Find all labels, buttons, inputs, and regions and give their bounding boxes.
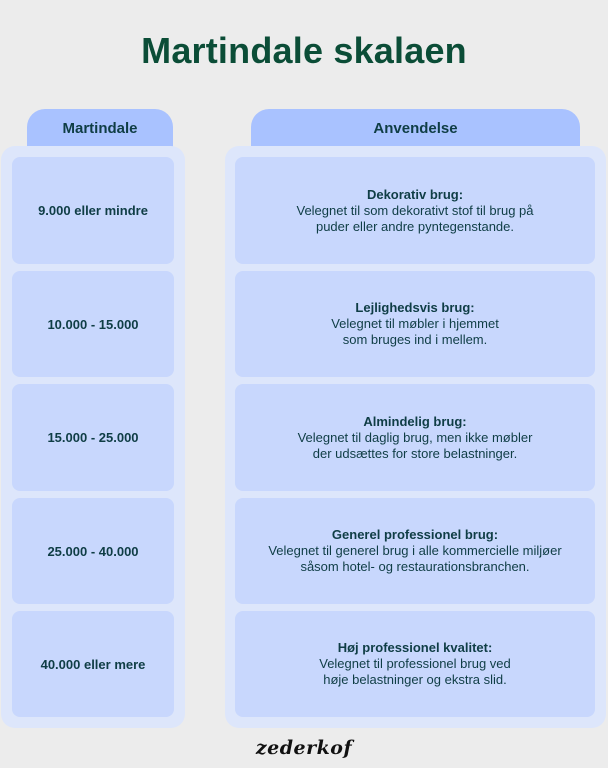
- usage-title: Høj professionel kvalitet:: [337, 640, 493, 655]
- martindale-range-cell: 40.000 eller mere: [12, 611, 174, 717]
- martindale-range-cell: 25.000 - 40.000: [12, 498, 174, 604]
- usage-cell: [235, 611, 595, 717]
- usage-description: Velegnet til generel brug i alle kommercielle miljøer såsom hotel- og restaurationsbranchen.: [268, 543, 562, 574]
- usage-description: Velegnet til som dekorativt stof til brug på puder eller andre pyntegenstande.: [296, 202, 534, 234]
- usage-title: Generel professionel brug:: [331, 527, 499, 542]
- usage-title: Almindelig brug:: [363, 413, 467, 429]
- martindale-range-cell: 9.000 eller mindre: [12, 157, 174, 264]
- page-title: Martindale skalaen: [141, 30, 467, 71]
- column-header-anvendelse: Anvendelse: [251, 109, 580, 147]
- usage-description: Velegnet til professionel brug ved høje belastninger og ekstra slid.: [319, 656, 511, 687]
- usage-cell: [235, 271, 595, 377]
- usage-cell: [235, 157, 595, 264]
- usage-cell: [235, 384, 595, 491]
- martindale-range-cell: 10.000 - 15.000: [12, 271, 174, 377]
- usage-description: Velegnet til møbler i hjemmet som bruges ind i mellem.: [331, 316, 499, 347]
- usage-cell: [235, 498, 595, 604]
- usage-title: Dekorativ brug:: [366, 186, 464, 202]
- column-header-martindale: Martindale: [27, 109, 173, 147]
- usage-description: Velegnet til daglig brug, men ikke møbler der udsættes for store belastninger.: [297, 429, 533, 461]
- martindale-range-cell: 15.000 - 25.000: [12, 384, 174, 491]
- zederkof-logo: zederkof: [255, 737, 353, 759]
- usage-title: Lejlighedsvis brug:: [355, 300, 475, 315]
